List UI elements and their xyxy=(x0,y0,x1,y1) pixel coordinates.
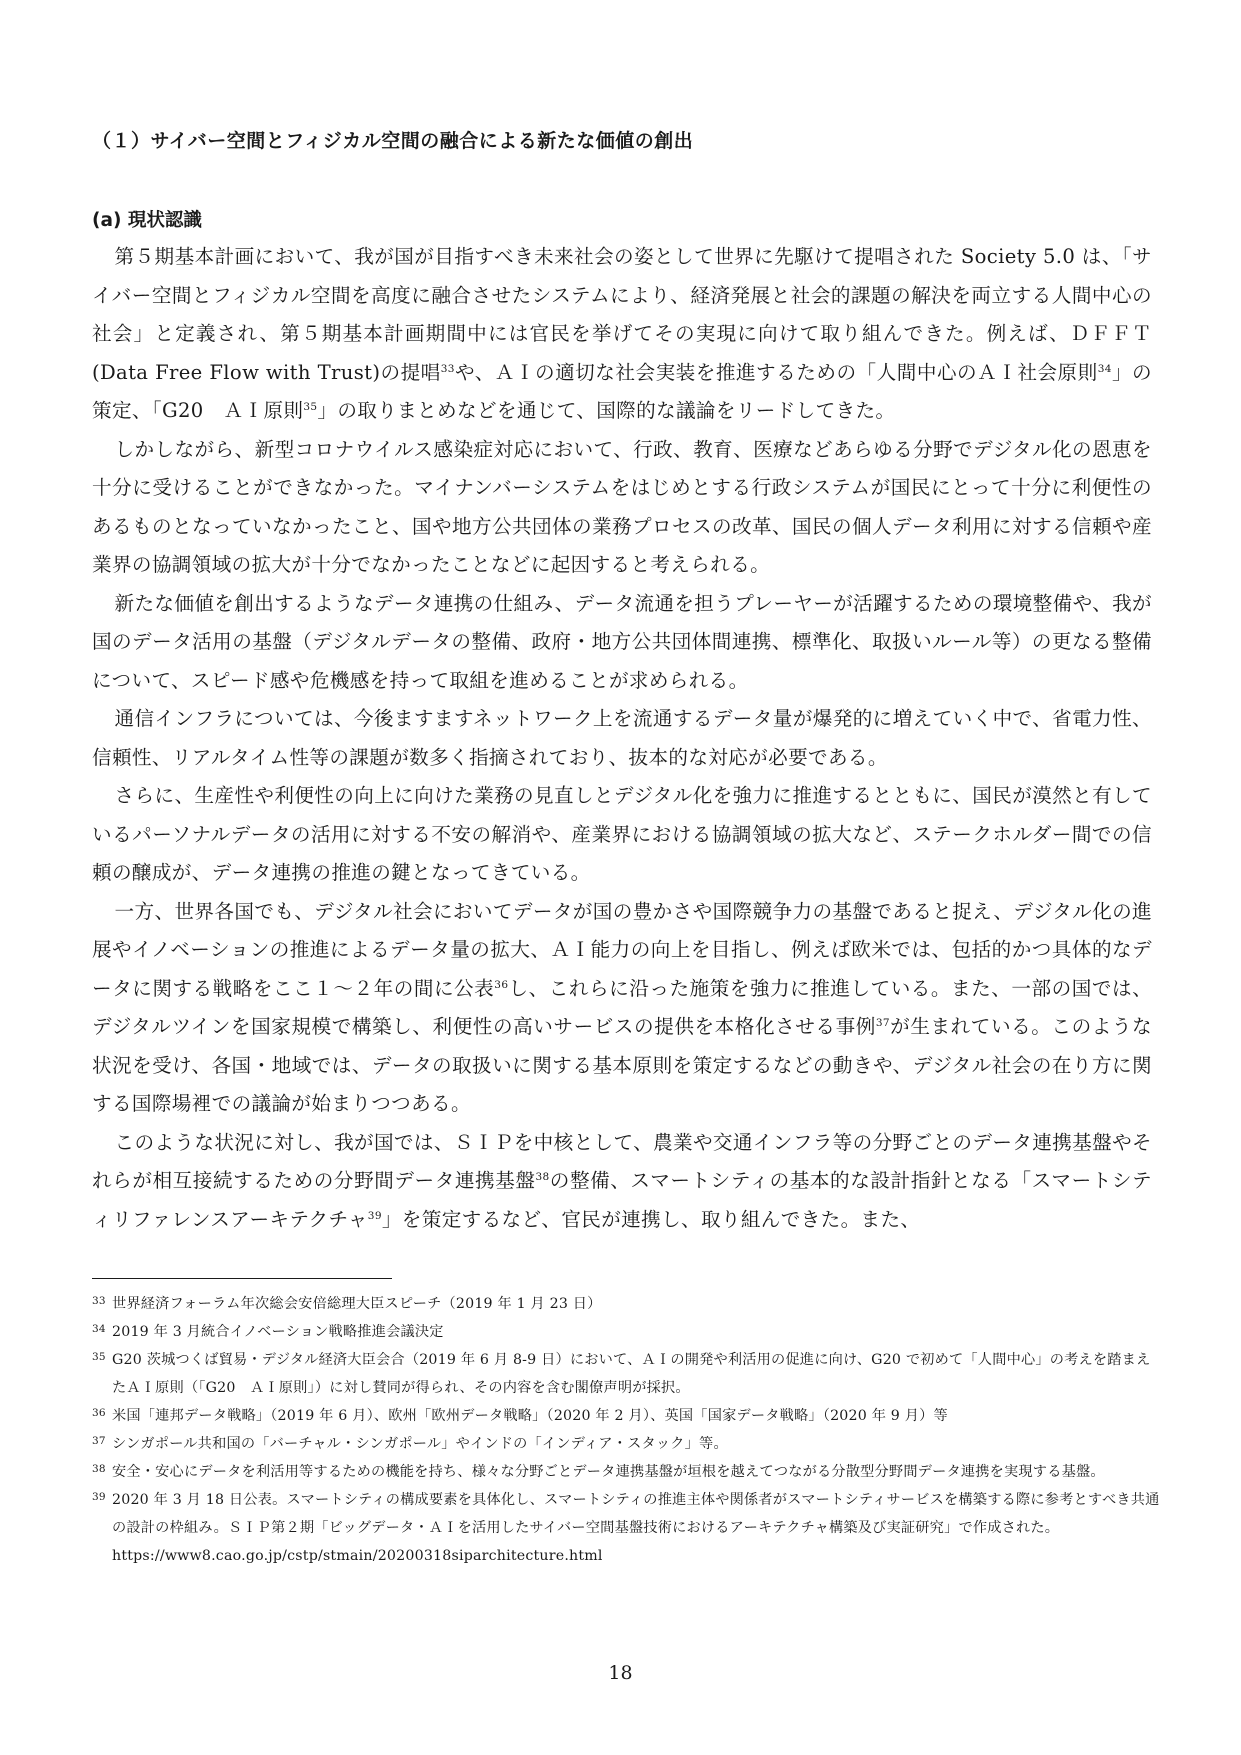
footnote-ref[interactable]: 39 xyxy=(367,1209,382,1222)
footnote-number: 37 xyxy=(92,1435,106,1447)
page-number: 18 xyxy=(608,1662,633,1684)
footnote-number: 34 xyxy=(92,1323,106,1335)
footnote-number: 39 xyxy=(92,1491,106,1503)
footnote-number: 36 xyxy=(92,1407,106,1419)
footnote xyxy=(92,1346,1162,1402)
footnote-text: 米国「連邦データ戦略」（2019 年 6 月）、欧州「欧州データ戦略」（2020 年 2 月）、英国「国家データ戦略」（2020 年 9 月）等 xyxy=(112,1408,948,1424)
footnote-ref[interactable]: 37 xyxy=(875,1017,890,1029)
footnote xyxy=(92,1458,1162,1486)
footnote-text: 安全・安心にデータを利活用等するための機能を持ち、様々な分野ごとデータ連携基盤が垣根を越えてつながる分散型分野間データ連携を実現する基盤。 xyxy=(112,1464,1105,1480)
paragraph: このような状況に対し、我が国では、ＳＩＰを中核として、農業や交通インフラ等の分野ごとのデータ連携基盤やそれらが相互接続するための分野間データ連携基盤$^{38}$の整備、スマートシティの基本的な設計指針となる「スマートシティリファレンスアーキテクチャ$^{39}$」を策定するなど、官民が連携し、取り組んできた。また、 xyxy=(92,1130,1153,1231)
section-heading: （１）サイバー空間とフィジカル空間の融合による新たな価値の創出 xyxy=(92,130,694,152)
footnote-number: 38 xyxy=(92,1463,106,1475)
paragraph: さらに、生産性や利便性の向上に向けた業務の見直しとデジタル化を強力に推進するとともに、国民が漠然と有しているパーソナルデータの活用に対する不安の解消や、産業界における協調領域の拡大など、ステークホルダー間での信頼の醸成が、データ連携の推進の鍵となってきている。 xyxy=(92,784,1152,884)
paragraph: 新たな価値を創出するようなデータ連携の仕組み、データ流通を担うプレーヤーが活躍するための環境整備や、我が国のデータ活用の基盤（デジタルデータの整備、政府・地方公共団体間連携、標準化、取扱いルール等）の更なる整備について、スピード感や危機感を持って取組を進めることが求められる。 xyxy=(92,591,1152,692)
footnote-text: G20 茨城つくば貿易・デジタル経済大臣会合（2019 年 6 月 8-9 日）において、ＡＩの開発や利活用の促進に向け、G20 で初めて「人間中心」の考えを踏まえたＡＩ原則（「G20 ＡＩ原則」）に対し賛同が得られ、その内容を含む閣僚声明が採択。 xyxy=(112,1352,1151,1396)
footnote-number: 35 xyxy=(92,1351,106,1363)
footnote-number: 33 xyxy=(92,1295,106,1307)
paragraph: しかしながら、新型コロナウイルス感染症対応において、行政、教育、医療などあらゆる分野でデジタル化の恩恵を十分に受けることができなかった。マイナンバーシステムをはじめとする行政システムが国民にとって十分に利便性のあるものとなっていなかったこと、国や地方公共団体の業務プロセスの改革、国民の個人データ利用に対する信頼や産業界の協調領域の拡大が十分でなかったことなどに起因すると考えられる。 xyxy=(92,437,1152,576)
footnote-ref[interactable]: 35 xyxy=(303,401,318,413)
paragraph: 一方、世界各国でも、デジタル社会においてデータが国の豊かさや国際競争力の基盤であると捉え、デジタル化の進展やイノベーションの推進によるデータ量の拡大、ＡＩ能力の向上を目指し、例えば欧米では、包括的かつ具体的なデータに関する戦略をここ１～２年の間に公表$^{36}$し、これらに沿った施策を強力に推進している。また、一部の国では、デジタルツインを国家規模で構築し、利便性の高いサービスの提供を本格化させる事例$^{37}$が生まれている。このような状況を受け、各国・地域では、データの取扱いに関する基本原則を策定するなどの動きや、デジタル社会の在り方に関する国際場裡での議論が始まりつつある。 xyxy=(92,899,1153,1115)
footnote xyxy=(92,1486,1162,1570)
footnote xyxy=(92,1290,1162,1318)
paragraph: 通信インフラについては、今後ますますネットワーク上を流通するデータ量が爆発的に増えていく中で、省電力性、信頼性、リアルタイム性等の課題が数多く指摘されており、抜本的な対応が必要である。 xyxy=(92,707,1152,769)
footnote-ref[interactable]: 36 xyxy=(494,978,509,991)
footnote xyxy=(92,1318,1162,1346)
footnote-ref[interactable]: 33 xyxy=(440,362,455,375)
footnotes xyxy=(92,1290,1162,1570)
footnote-text: 世界経済フォーラム年次総会安倍総理大臣スピーチ（2019 年 1 月 23 日） xyxy=(112,1296,602,1312)
footnote-ref[interactable]: 38 xyxy=(535,1171,550,1183)
paragraph: 第５期基本計画において、我が国が目指すべき未来社会の姿として世界に先駆けて提唱された Society 5.0 は、「サイバー空間とフィジカル空間を高度に融合させたシステムにより、経済発展と社会的課題の解決を両立する人間中心の社会」と定義され、第５期基本計画期間中には官民を挙げてその実現に向けて取り組んできた。例えば、ＤＦＦＴ(Data Free Flow with Trust)の提唱$^{33}$や、ＡＩの適切な社会実装を推進するための「人間中心のＡＩ社会原則$^{34}$」の策定、「G20 ＡＩ原則$^{35}$」の取りまとめなどを通じて、国際的な議論をリードしてきた。 xyxy=(92,245,1152,422)
footnote-text: 2019 年 3 月統合イノベーション戦略推進会議決定 xyxy=(112,1324,444,1340)
footnote xyxy=(92,1430,1162,1458)
footnote xyxy=(92,1402,1162,1430)
footnote-text: シンガポール共和国の「バーチャル・シンガポール」やインドの「インディア・スタック」等。 xyxy=(112,1436,728,1452)
body-text xyxy=(92,238,1152,1239)
footnote-text: 2020 年 3 月 18 日公表。スマートシティの構成要素を具体化し、スマートシティの推進主体や関係者がスマートシティサービスを構築する際に参考とすべき共通の設計の枠組み。ＳＩＰ第２期「ビッグデータ・ＡＩを活用したサイバー空間基盤技術におけるアーキテクチャ構築及び実証研究」で作成された。 https://www8.cao.go.jp/cstp/stmain/20200318siparchitecture.html xyxy=(112,1492,1160,1564)
sub-heading: (a) 現状認識 xyxy=(92,210,202,231)
footnote-divider xyxy=(92,1278,392,1279)
footnote-ref[interactable]: 34 xyxy=(1097,362,1112,375)
